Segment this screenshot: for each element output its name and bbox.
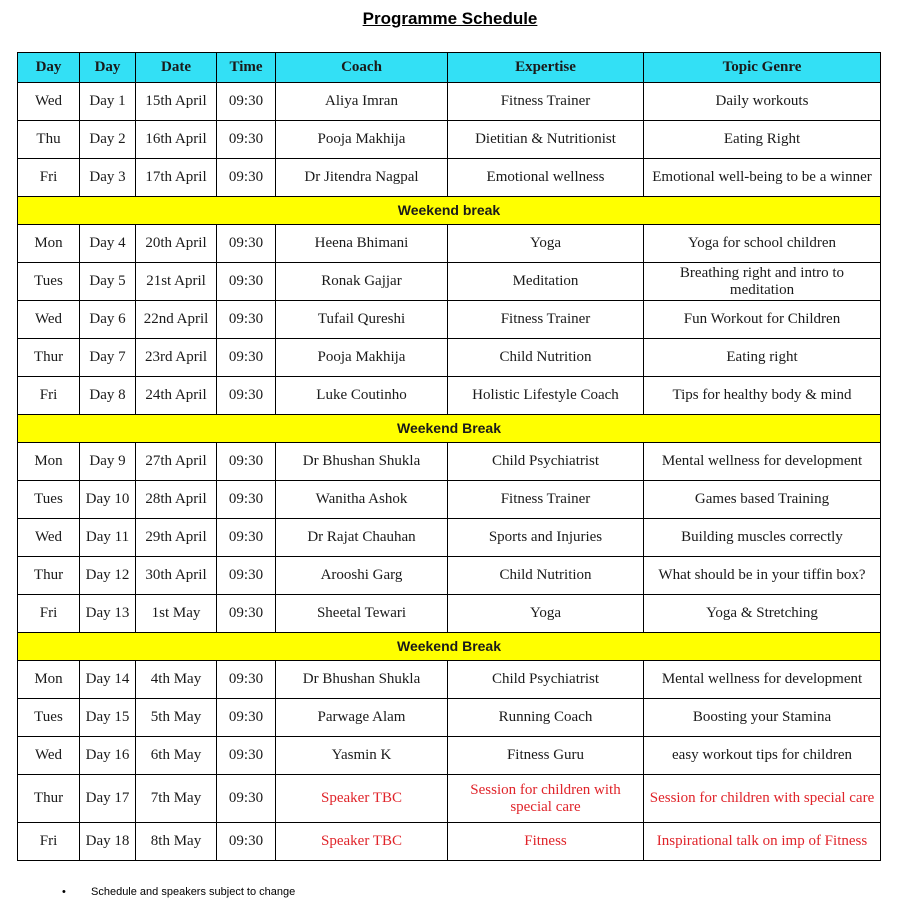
weekday-cell: Wed bbox=[18, 737, 80, 775]
date-cell: 27th April bbox=[136, 443, 217, 481]
time-cell: 09:30 bbox=[217, 481, 276, 519]
date-cell: 28th April bbox=[136, 481, 217, 519]
weekday-cell: Fri bbox=[18, 159, 80, 197]
expertise-cell: Yoga bbox=[448, 225, 644, 263]
day-cell: Day 1 bbox=[80, 83, 136, 121]
coach-cell: Dr Jitendra Nagpal bbox=[276, 159, 448, 197]
expertise-cell: Session for children with special care bbox=[448, 775, 644, 823]
time-cell: 09:30 bbox=[217, 737, 276, 775]
topic-cell: Yoga for school children bbox=[644, 225, 881, 263]
expertise-cell: Dietitian & Nutritionist bbox=[448, 121, 644, 159]
page-title: Programme Schedule bbox=[362, 9, 538, 28]
topic-cell: Mental wellness for development bbox=[644, 661, 881, 699]
header-day: Day bbox=[80, 53, 136, 83]
header-topic: Topic Genre bbox=[644, 53, 881, 83]
expertise-cell: Yoga bbox=[448, 595, 644, 633]
date-cell: 21st April bbox=[136, 263, 217, 301]
coach-cell: Ronak Gajjar bbox=[276, 263, 448, 301]
expertise-cell: Sports and Injuries bbox=[448, 519, 644, 557]
date-cell: 29th April bbox=[136, 519, 217, 557]
table-row bbox=[18, 823, 881, 861]
time-cell: 09:30 bbox=[217, 775, 276, 823]
coach-cell: Pooja Makhija bbox=[276, 121, 448, 159]
weekend-break-label: Weekend Break bbox=[18, 415, 881, 443]
bullet-icon: • bbox=[62, 886, 66, 898]
day-cell: Day 14 bbox=[80, 661, 136, 699]
topic-cell: Fun Workout for Children bbox=[644, 301, 881, 339]
day-cell: Day 17 bbox=[80, 775, 136, 823]
day-cell: Day 9 bbox=[80, 443, 136, 481]
table-row bbox=[18, 737, 881, 775]
date-cell: 16th April bbox=[136, 121, 217, 159]
topic-cell: Eating Right bbox=[644, 121, 881, 159]
weekday-cell: Thu bbox=[18, 121, 80, 159]
expertise-cell: Fitness Guru bbox=[448, 737, 644, 775]
time-cell: 09:30 bbox=[217, 301, 276, 339]
expertise-cell: Fitness Trainer bbox=[448, 301, 644, 339]
table-row bbox=[18, 339, 881, 377]
expertise-cell: Fitness Trainer bbox=[448, 83, 644, 121]
table-row bbox=[18, 661, 881, 699]
day-cell: Day 3 bbox=[80, 159, 136, 197]
topic-cell: Daily workouts bbox=[644, 83, 881, 121]
schedule-table bbox=[17, 52, 881, 861]
day-cell: Day 2 bbox=[80, 121, 136, 159]
day-cell: Day 7 bbox=[80, 339, 136, 377]
footnote-text: Schedule and speakers subject to change bbox=[91, 886, 296, 898]
date-cell: 5th May bbox=[136, 699, 217, 737]
topic-cell: Session for children with special care bbox=[644, 775, 881, 823]
weekend-break-label: Weekend break bbox=[18, 197, 881, 225]
day-cell: Day 10 bbox=[80, 481, 136, 519]
table-row bbox=[18, 775, 881, 823]
coach-cell: Luke Coutinho bbox=[276, 377, 448, 415]
time-cell: 09:30 bbox=[217, 339, 276, 377]
weekday-cell: Tues bbox=[18, 699, 80, 737]
weekend-break-row bbox=[18, 633, 881, 661]
header-time: Time bbox=[217, 53, 276, 83]
day-cell: Day 18 bbox=[80, 823, 136, 861]
header-weekday: Day bbox=[18, 53, 80, 83]
expertise-cell: Meditation bbox=[448, 263, 644, 301]
date-cell: 24th April bbox=[136, 377, 217, 415]
header-coach: Coach bbox=[276, 53, 448, 83]
coach-cell: Dr Bhushan Shukla bbox=[276, 443, 448, 481]
weekday-cell: Fri bbox=[18, 595, 80, 633]
time-cell: 09:30 bbox=[217, 83, 276, 121]
coach-cell: Sheetal Tewari bbox=[276, 595, 448, 633]
expertise-cell: Child Psychiatrist bbox=[448, 443, 644, 481]
time-cell: 09:30 bbox=[217, 519, 276, 557]
date-cell: 22nd April bbox=[136, 301, 217, 339]
coach-cell: Arooshi Garg bbox=[276, 557, 448, 595]
day-cell: Day 8 bbox=[80, 377, 136, 415]
topic-cell: Breathing right and intro to meditation bbox=[644, 263, 881, 301]
coach-cell: Tufail Qureshi bbox=[276, 301, 448, 339]
topic-cell: Boosting your Stamina bbox=[644, 699, 881, 737]
expertise-cell: Holistic Lifestyle Coach bbox=[448, 377, 644, 415]
topic-cell: Tips for healthy body & mind bbox=[644, 377, 881, 415]
table-row bbox=[18, 557, 881, 595]
coach-cell: Speaker TBC bbox=[276, 823, 448, 861]
time-cell: 09:30 bbox=[217, 595, 276, 633]
day-cell: Day 12 bbox=[80, 557, 136, 595]
expertise-cell: Child Psychiatrist bbox=[448, 661, 644, 699]
weekday-cell: Thur bbox=[18, 557, 80, 595]
date-cell: 6th May bbox=[136, 737, 217, 775]
coach-cell: Dr Bhushan Shukla bbox=[276, 661, 448, 699]
weekend-break-label: Weekend Break bbox=[18, 633, 881, 661]
day-cell: Day 6 bbox=[80, 301, 136, 339]
day-cell: Day 4 bbox=[80, 225, 136, 263]
weekday-cell: Mon bbox=[18, 443, 80, 481]
time-cell: 09:30 bbox=[217, 263, 276, 301]
weekday-cell: Mon bbox=[18, 661, 80, 699]
expertise-cell: Child Nutrition bbox=[448, 557, 644, 595]
topic-cell: What should be in your tiffin box? bbox=[644, 557, 881, 595]
coach-cell: Aliya Imran bbox=[276, 83, 448, 121]
time-cell: 09:30 bbox=[217, 377, 276, 415]
day-cell: Day 15 bbox=[80, 699, 136, 737]
header-expertise: Expertise bbox=[448, 53, 644, 83]
date-cell: 15th April bbox=[136, 83, 217, 121]
expertise-cell: Fitness bbox=[448, 823, 644, 861]
table-row bbox=[18, 121, 881, 159]
day-cell: Day 11 bbox=[80, 519, 136, 557]
table-row bbox=[18, 83, 881, 121]
weekday-cell: Wed bbox=[18, 519, 80, 557]
weekend-break-row bbox=[18, 197, 881, 225]
coach-cell: Pooja Makhija bbox=[276, 339, 448, 377]
table-row bbox=[18, 263, 881, 301]
coach-cell: Speaker TBC bbox=[276, 775, 448, 823]
time-cell: 09:30 bbox=[217, 225, 276, 263]
table-row bbox=[18, 595, 881, 633]
date-cell: 1st May bbox=[136, 595, 217, 633]
table-row bbox=[18, 699, 881, 737]
coach-cell: Parwage Alam bbox=[276, 699, 448, 737]
topic-cell: Eating right bbox=[644, 339, 881, 377]
weekday-cell: Mon bbox=[18, 225, 80, 263]
time-cell: 09:30 bbox=[217, 121, 276, 159]
weekday-cell: Thur bbox=[18, 775, 80, 823]
table-row bbox=[18, 159, 881, 197]
weekday-cell: Tues bbox=[18, 263, 80, 301]
weekday-cell: Thur bbox=[18, 339, 80, 377]
day-cell: Day 13 bbox=[80, 595, 136, 633]
expertise-cell: Child Nutrition bbox=[448, 339, 644, 377]
coach-cell: Wanitha Ashok bbox=[276, 481, 448, 519]
time-cell: 09:30 bbox=[217, 823, 276, 861]
table-row bbox=[18, 443, 881, 481]
time-cell: 09:30 bbox=[217, 159, 276, 197]
day-cell: Day 16 bbox=[80, 737, 136, 775]
table-row bbox=[18, 519, 881, 557]
topic-cell: Yoga & Stretching bbox=[644, 595, 881, 633]
time-cell: 09:30 bbox=[217, 661, 276, 699]
date-cell: 23rd April bbox=[136, 339, 217, 377]
date-cell: 8th May bbox=[136, 823, 217, 861]
weekday-cell: Tues bbox=[18, 481, 80, 519]
weekday-cell: Wed bbox=[18, 301, 80, 339]
time-cell: 09:30 bbox=[217, 557, 276, 595]
date-cell: 7th May bbox=[136, 775, 217, 823]
weekday-cell: Wed bbox=[18, 83, 80, 121]
weekday-cell: Fri bbox=[18, 377, 80, 415]
expertise-cell: Fitness Trainer bbox=[448, 481, 644, 519]
date-cell: 4th May bbox=[136, 661, 217, 699]
date-cell: 17th April bbox=[136, 159, 217, 197]
date-cell: 20th April bbox=[136, 225, 217, 263]
expertise-cell: Running Coach bbox=[448, 699, 644, 737]
topic-cell: Mental wellness for development bbox=[644, 443, 881, 481]
topic-cell: Emotional well-being to be a winner bbox=[644, 159, 881, 197]
table-row bbox=[18, 301, 881, 339]
time-cell: 09:30 bbox=[217, 699, 276, 737]
table-row bbox=[18, 481, 881, 519]
coach-cell: Dr Rajat Chauhan bbox=[276, 519, 448, 557]
header-date: Date bbox=[136, 53, 217, 83]
date-cell: 30th April bbox=[136, 557, 217, 595]
table-row bbox=[18, 377, 881, 415]
weekday-cell: Fri bbox=[18, 823, 80, 861]
day-cell: Day 5 bbox=[80, 263, 136, 301]
expertise-cell: Emotional wellness bbox=[448, 159, 644, 197]
coach-cell: Heena Bhimani bbox=[276, 225, 448, 263]
header-row bbox=[18, 53, 881, 83]
table-row bbox=[18, 225, 881, 263]
topic-cell: Inspirational talk on imp of Fitness bbox=[644, 823, 881, 861]
coach-cell: Yasmin K bbox=[276, 737, 448, 775]
topic-cell: Building muscles correctly bbox=[644, 519, 881, 557]
topic-cell: easy workout tips for children bbox=[644, 737, 881, 775]
time-cell: 09:30 bbox=[217, 443, 276, 481]
topic-cell: Games based Training bbox=[644, 481, 881, 519]
weekend-break-row bbox=[18, 415, 881, 443]
